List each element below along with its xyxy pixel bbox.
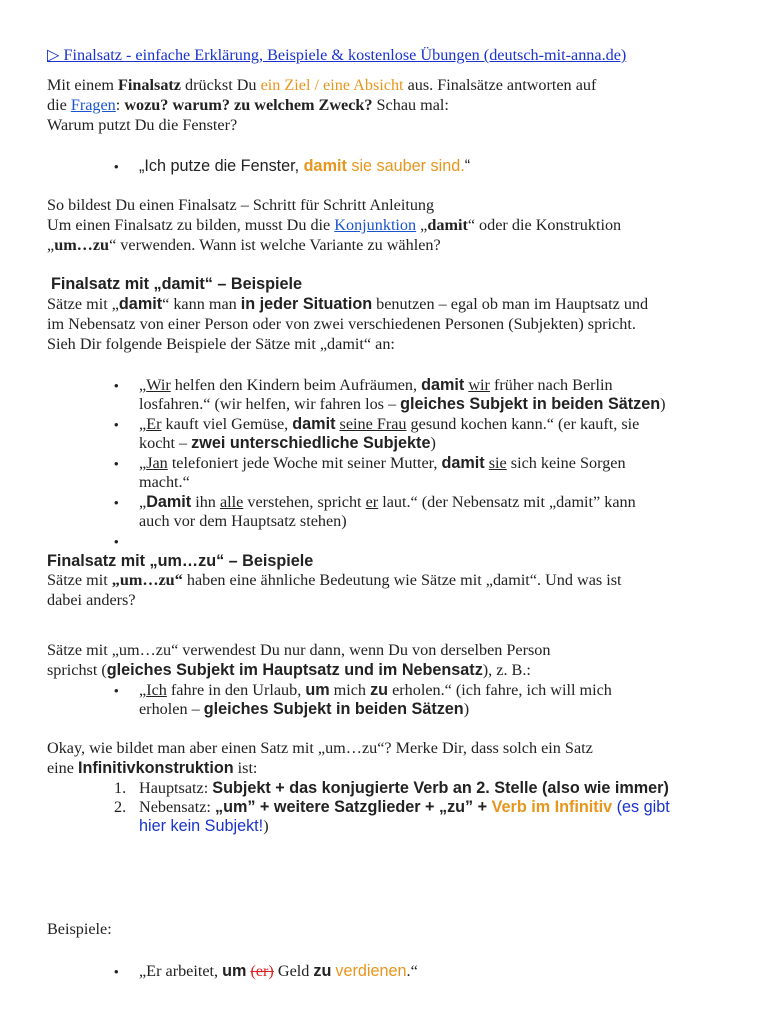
subject: alle — [219, 493, 244, 511]
keyword-um: um — [305, 681, 330, 699]
highlight-verb: verdienen — [335, 962, 407, 980]
heading-damit: Finalsatz mit „damit“ – Beispiele — [51, 275, 302, 293]
bullet: • — [114, 378, 119, 393]
text: telefoniert jede Woche mit seiner Mutter, — [167, 454, 442, 472]
text: „ — [139, 493, 147, 511]
damit-example-4-cont: auch vor dem Hauptsatz stehen) — [139, 512, 347, 530]
note: (es gibt — [612, 798, 670, 816]
text: fahre in den Urlaub, — [166, 681, 306, 699]
beispiele-label: Beispiele: — [47, 920, 112, 938]
text: haben eine ähnliche Bedeutung wie Sätze mit „damit“. Und was ist — [182, 571, 622, 589]
build-line-3 — [47, 235, 441, 255]
highlight-infinitiv: Verb im Infinitiv — [491, 798, 613, 816]
build-line-2 — [47, 215, 621, 235]
intro-line-1 — [47, 75, 596, 95]
emphasis: gleiches Subjekt im Hauptsatz und im Nebensatz — [106, 661, 483, 679]
text: „ — [139, 454, 147, 472]
text: früher nach Berlin — [489, 376, 613, 394]
example-fenster — [139, 156, 470, 176]
bullet: • — [114, 456, 119, 471]
subject: wir — [468, 376, 490, 394]
struck-subject: (er) — [250, 962, 274, 980]
subject: Jan — [146, 454, 168, 472]
rule-nebensatz-cont — [139, 816, 269, 836]
rule-nebensatz — [139, 797, 670, 817]
text: laut.“ (der Nebensatz mit „damit” kann — [378, 493, 636, 511]
keyword-damit: damit — [421, 376, 465, 394]
okay-line-2 — [47, 758, 257, 778]
text: erholen.“ (ich fahre, ich will mich — [388, 681, 612, 699]
text: Geld — [273, 962, 314, 980]
text: Schau mal: — [372, 96, 449, 114]
text: ) — [263, 817, 269, 835]
bullet: • — [114, 964, 119, 979]
text: kauft viel Gemüse, — [161, 415, 293, 433]
bullet: • — [114, 683, 119, 698]
text: ), z. B.: — [482, 661, 531, 679]
emphasis: „um” + weitere Satzglieder + „zu” + — [214, 798, 492, 816]
text: losfahren.“ (wir helfen, wir fahren los – — [139, 395, 401, 413]
text: „ — [139, 415, 147, 433]
text: : — [115, 96, 125, 114]
link-fragen[interactable]: Fragen — [70, 96, 116, 114]
keyword-damit: damit — [118, 295, 163, 313]
damit-line-3: Sieh Dir folgende Beispiele der Sätze mit „damit“ an: — [47, 335, 395, 353]
text: Sätze mit — [47, 571, 112, 589]
text: drückst Du — [181, 76, 261, 94]
keyword-umzu: um…zu — [54, 236, 110, 254]
emphasis: zwei unterschiedliche Subjekte — [191, 434, 431, 452]
keyword-um: um — [222, 962, 247, 980]
keyword-damit: damit — [427, 216, 468, 234]
text: sprichst ( — [47, 661, 107, 679]
umzu-line-4 — [47, 660, 531, 680]
text: “ kann man — [162, 295, 241, 313]
keyword-zu: zu — [313, 962, 332, 980]
intro-line-3: Warum putzt Du die Fenster? — [47, 116, 238, 134]
text: verstehen, spricht — [243, 493, 366, 511]
text: kocht – — [139, 434, 192, 452]
text: Mit einem — [47, 76, 119, 94]
text: Um einen Finalsatz zu bilden, musst Du die — [47, 216, 335, 234]
damit-example-1 — [139, 375, 613, 395]
beispiel-1 — [139, 961, 418, 981]
text: „Ich putze die Fenster, — [139, 157, 304, 175]
bullet: • — [114, 534, 119, 549]
text: eine — [47, 759, 79, 777]
rule-hauptsatz — [139, 778, 669, 798]
umzu-line-2: dabei anders? — [47, 591, 136, 609]
source-link[interactable]: ▷ Finalsatz - einfache Erklärung, Beispiele & kostenlose Übungen (deutsch-mit-anna.de) — [47, 46, 627, 64]
text: sich keine Sorgen — [506, 454, 626, 472]
subject: sie — [488, 454, 507, 472]
emphasis: in jeder Situation — [240, 295, 373, 313]
text: Hauptsatz: — [139, 779, 213, 797]
list-number: 2. — [114, 798, 127, 816]
text: ist: — [233, 759, 258, 777]
umzu-line-1 — [47, 570, 622, 590]
okay-line-1: Okay, wie bildet man aber einen Satz mit „um…zu“? Merke Dir, dass solch ein Satz — [47, 739, 593, 757]
damit-example-3-cont: macht.“ — [139, 473, 190, 491]
emphasis: Subjekt + das konjugierte Verb an 2. Stelle (also wie immer) — [212, 779, 669, 797]
text: ) — [463, 700, 470, 718]
text: „Er arbeitet, — [139, 962, 223, 980]
damit-line-2: im Nebensatz von einer Person oder von zwei verschiedenen Personen (Subjekten) spricht. — [47, 315, 636, 333]
text: benutzen – egal ob man im Hauptsatz und — [372, 295, 649, 313]
damit-example-2-cont — [139, 433, 436, 453]
umzu-example-1 — [139, 680, 612, 700]
build-line-1: So bildest Du einen Finalsatz – Schritt für Schritt Anleitung — [47, 196, 435, 214]
damit-line-1 — [47, 294, 648, 314]
term-infinitiv: Infinitivkonstruktion — [78, 759, 234, 777]
bullet: • — [114, 495, 119, 510]
text: mich — [329, 681, 371, 699]
keyword-damit: damit — [303, 157, 347, 175]
text: ) — [430, 434, 436, 452]
subject: er — [365, 493, 379, 511]
subject: Wir — [146, 376, 171, 394]
subject: seine Frau — [339, 415, 407, 433]
bullet: • — [114, 159, 119, 174]
subject: Ich — [146, 681, 167, 699]
text: „ — [139, 681, 147, 699]
keyword-damit: Damit — [146, 493, 192, 511]
subject: Er — [146, 415, 162, 433]
note: hier kein Subjekt! — [139, 817, 264, 835]
damit-example-4 — [139, 492, 636, 512]
damit-example-2 — [139, 414, 639, 434]
text: gesund kochen kann.“ (er kauft, sie — [406, 415, 640, 433]
text: “ verwenden. Wann ist welche Variante zu wählen? — [109, 236, 441, 254]
bullet: • — [114, 417, 119, 432]
text: ihn — [191, 493, 220, 511]
term-finalsatz: Finalsatz — [118, 76, 181, 94]
umzu-example-1-cont — [139, 699, 469, 719]
text: “ — [464, 157, 471, 175]
list-number: 1. — [114, 779, 127, 797]
heading-umzu: Finalsatz mit „um…zu“ – Beispiele — [47, 552, 314, 570]
text: Sätze mit „ — [47, 295, 119, 313]
intro-line-2 — [47, 95, 449, 115]
umzu-line-3: Sätze mit „um…zu“ verwendest Du nur dann, wenn Du von derselben Person — [47, 641, 551, 659]
keyword-zu: zu — [370, 681, 389, 699]
damit-example-1-cont — [139, 394, 666, 414]
highlight-ziel: ein Ziel / eine Absicht — [260, 76, 404, 94]
text: ) — [660, 395, 666, 413]
text: .“ — [406, 962, 418, 980]
text: „ — [139, 376, 147, 394]
emphasis: gleiches Subjekt in beiden Sätzen — [400, 395, 661, 413]
keyword-damit: damit — [441, 454, 485, 472]
text: “ oder die Konstruktion — [467, 216, 622, 234]
emphasis: gleiches Subjekt in beiden Sätzen — [203, 700, 464, 718]
questions: wozu? warum? zu welchem Zweck? — [124, 96, 373, 114]
text: aus. Finalsätze antworten auf — [403, 76, 597, 94]
text: „ — [416, 216, 428, 234]
text: helfen den Kindern beim Aufräumen, — [170, 376, 422, 394]
keyword-umzu: „um…zu“ — [111, 571, 183, 589]
link-konjunktion[interactable]: Konjunktion — [334, 216, 417, 234]
text: erholen – — [139, 700, 204, 718]
damit-example-3 — [139, 453, 626, 473]
text: die — [47, 96, 71, 114]
keyword-damit: damit — [292, 415, 336, 433]
text: „ — [47, 236, 55, 254]
text: sie sauber sind. — [346, 157, 465, 175]
text: Nebensatz: — [139, 798, 215, 816]
